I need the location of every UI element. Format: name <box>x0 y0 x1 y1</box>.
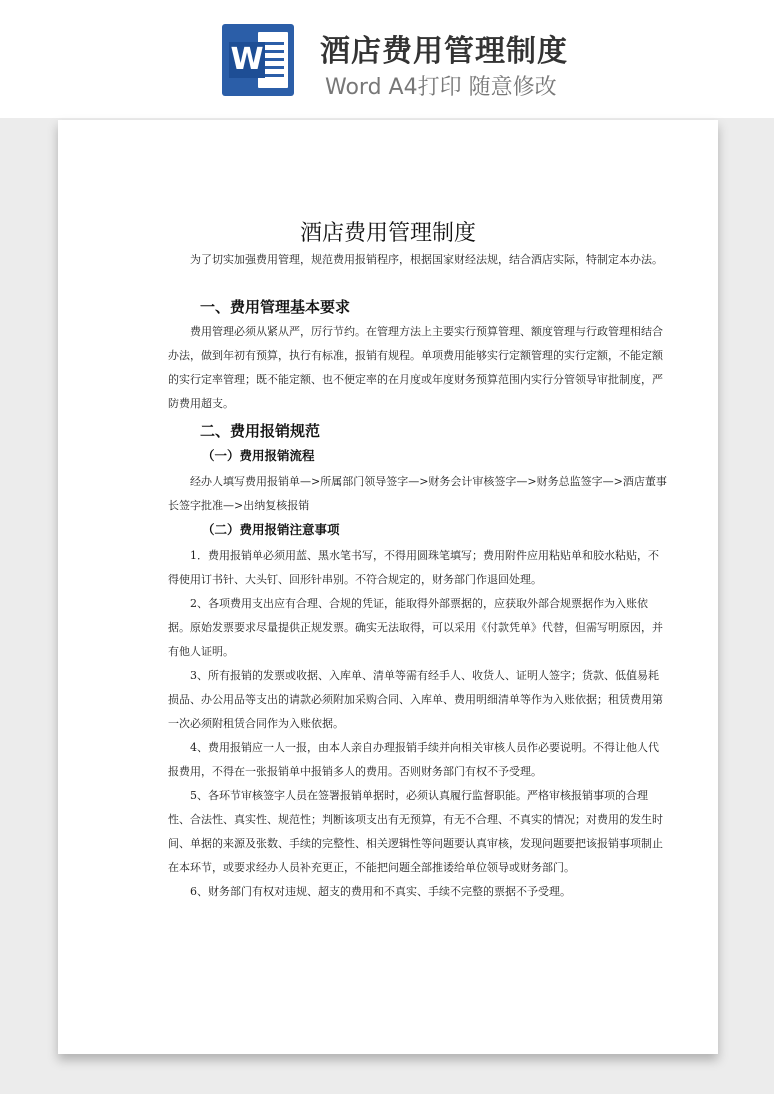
subsection1-paragraph: 经办人填写费用报销单—>所属部门领导签字—>财务会计审核签字—>财务总监签字—>酒店董事长签字批准—>出纳复核报销 <box>168 475 667 512</box>
section1-block <box>168 320 668 416</box>
note-item-6: 6、财务部门有权对违规、超支的费用和不真实、手续不完整的票据不予受理。 <box>190 885 571 898</box>
notes-list <box>168 544 668 904</box>
section1-heading: 一、费用管理基本要求 <box>200 298 351 316</box>
note-item-3: 3、所有报销的发票或收据、入库单、清单等需有经手人、收货人、证明人签字；货款、低值易耗损品、办公用品等支出的请款必须附加采购合同、入库单、费用明细清单等作为入账依据；租赁费用第一次必须附租赁合同作为入账依据。 <box>168 669 663 730</box>
header-subtitle: Word A4打印 随意修改 <box>325 75 557 100</box>
subsection1-heading: （一）费用报销流程 <box>202 448 315 463</box>
section1-paragraph: 费用管理必须从紧从严，厉行节约。在管理方法上主要实行预算管理、额度管理与行政管理相结合办法，做到年初有预算，执行有标准，报销有规程。单项费用能够实行定额管理的实行定额，不能定额的实行定率管理；既不能定额、也不便定率的在月度或年度财务预算范围内实行分管领导审批制度，严防费用超支。 <box>168 325 663 410</box>
header-banner <box>0 0 774 118</box>
note-item-5: 5、各环节审核签字人员在签署报销单据时，必须认真履行监督职能。严格审核报销事项的合理性、合法性、真实性、规范性；判断该项支出有无预算，有无不合理、不真实的情况；对费用的发生时间、单据的来源及张数、手续的完整性、相关逻辑性等问题要认真审核，发现问题要把该报销事项制止在本环节，或要求经办人员补充更正，不能把问题全部推诿给单位领导或财务部门。 <box>168 789 663 874</box>
word-icon-letter: W <box>230 42 264 77</box>
intro-paragraph: 为了切实加强费用管理，规范费用报销程序，根据国家财经法规，结合酒店实际，特制定本办法。 <box>190 253 663 266</box>
note-item-2: 2、各项费用支出应有合理、合规的凭证，能取得外部票据的，应获取外部合规票据作为入账依据。原始发票要求尽量提供正规发票。确实无法取得，可以采用《付款凭单》代替，但需写明原因，并有他人证明。 <box>168 597 663 658</box>
word-document-icon <box>222 24 294 96</box>
document-page <box>58 120 718 1054</box>
note-item-1: 1．费用报销单必须用蓝、黑水笔书写，不得用圆珠笔填写；费用附件应用粘贴单和胶水粘贴，不得使用订书针、大头钉、回形针串别。不符合规定的，财务部门作退回处理。 <box>168 549 659 586</box>
document-title: 酒店费用管理制度 <box>299 221 476 246</box>
intro-block <box>168 248 668 272</box>
subsection1-block <box>168 470 668 518</box>
header-title: 酒店费用管理制度 <box>320 34 568 69</box>
note-item-4: 4、费用报销应一人一报，由本人亲自办理报销手续并向相关审核人员作必要说明。不得让他人代报费用，不得在一张报销单中报销多人的费用。否则财务部门有权不予受理。 <box>168 741 659 778</box>
subsection2-heading: （二）费用报销注意事项 <box>202 522 340 537</box>
section2-heading: 二、费用报销规范 <box>200 422 321 440</box>
